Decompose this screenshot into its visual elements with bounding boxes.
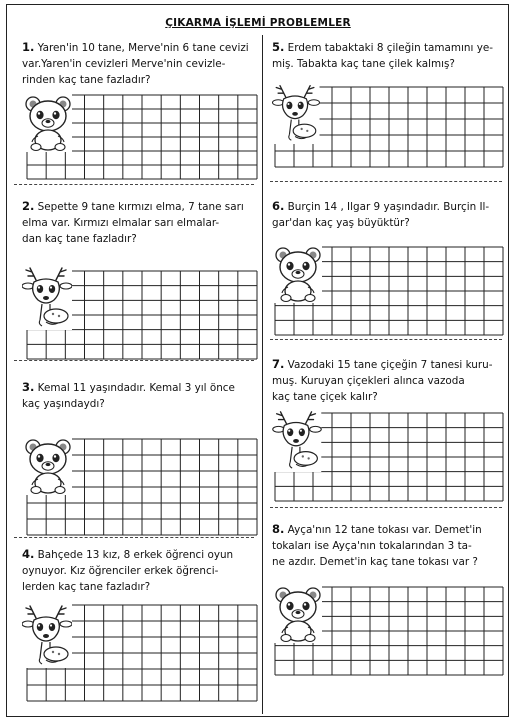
- problem-8: [272, 521, 504, 570]
- deer-icon: [272, 406, 322, 472]
- problem-text-line: miş. Tabakta kaç tane çilek kalmış?: [272, 58, 455, 70]
- separator: [14, 184, 254, 185]
- problem-text-line: elma var. Kırmızı elmalar sarı elmalar-: [22, 217, 220, 229]
- page-title: ÇIKARMA İŞLEMİ PROBLEMLER: [165, 17, 351, 29]
- deer-icon: [22, 600, 72, 668]
- problem-text-line: 6. Burçin 14 , Ilgar 9 yaşındadır. Burçin Il-: [272, 199, 490, 213]
- problem-text-line: tokaları ise Ayça'nın tokalarından 3 ta-: [272, 540, 472, 552]
- problem-2: [22, 198, 258, 247]
- problem-number: 6.: [272, 199, 285, 213]
- bear-icon: [24, 92, 72, 152]
- problem-7: [272, 356, 504, 405]
- problem-number: 1.: [22, 40, 35, 54]
- problem-text-line: ne azdır. Demet'in kaç tane tokası var ?: [272, 556, 478, 568]
- deer-icon: [272, 80, 320, 144]
- bear-icon: [274, 582, 322, 644]
- deer-icon: [22, 262, 72, 330]
- problem-3: [22, 379, 258, 412]
- problem-text-line: 8. Ayça'nın 12 tane tokası var. Demet'in: [272, 522, 482, 536]
- problem-text-line: kaç yaşındaydı?: [22, 398, 105, 410]
- problem-number: 3.: [22, 380, 35, 394]
- problem-text-line: oynuyor. Kız öğrenciler erkek öğrenci-: [22, 565, 219, 577]
- problem-text-line: var.Yaren'in cevizleri Merve'nin cevizle-: [22, 58, 226, 70]
- problem-text-line: kaç tane çiçek kalır?: [272, 391, 378, 403]
- separator: [14, 537, 254, 538]
- problem-number: 8.: [272, 522, 285, 536]
- separator: [14, 360, 254, 361]
- problem-text-line: rinden kaç tane fazladır?: [22, 74, 151, 86]
- bear-icon: [274, 242, 322, 304]
- problem-text-line: muş. Kuruyan çiçekleri alınca vazoda: [272, 375, 465, 387]
- problem-text-line: 4. Bahçede 13 kız, 8 erkek öğrenci oyun: [22, 547, 234, 561]
- separator: [270, 507, 502, 508]
- problem-number: 2.: [22, 199, 35, 213]
- problem-5: [272, 39, 504, 72]
- problem-text-line: dan kaç tane fazladır?: [22, 233, 137, 245]
- separator: [270, 181, 502, 182]
- problem-text-line: 5. Erdem tabaktaki 8 çileğin tamamını ye-: [272, 40, 493, 54]
- problem-6: [272, 198, 504, 231]
- problem-number: 7.: [272, 357, 285, 371]
- problem-text-line: 1. Yaren'in 10 tane, Merve'nin 6 tane cevizi: [22, 40, 249, 54]
- problem-text-line: 7. Vazodaki 15 tane çiçeğin 7 tanesi kuru-: [272, 357, 493, 371]
- problem-text-line: gar'dan kaç yaş büyüktür?: [272, 217, 410, 229]
- problem-1: [22, 39, 258, 88]
- problem-text-line: 3. Kemal 11 yaşındadır. Kemal 3 yıl önce: [22, 380, 235, 394]
- problem-4: [22, 546, 258, 595]
- problem-text-line: 2. Sepette 9 tane kırmızı elma, 7 tane sarı: [22, 199, 244, 213]
- problem-number: 5.: [272, 40, 285, 54]
- column-divider: [262, 35, 263, 714]
- problem-text-line: lerden kaç tane fazladır?: [22, 581, 151, 593]
- separator: [270, 339, 502, 340]
- bear-icon: [24, 434, 72, 496]
- problem-number: 4.: [22, 547, 35, 561]
